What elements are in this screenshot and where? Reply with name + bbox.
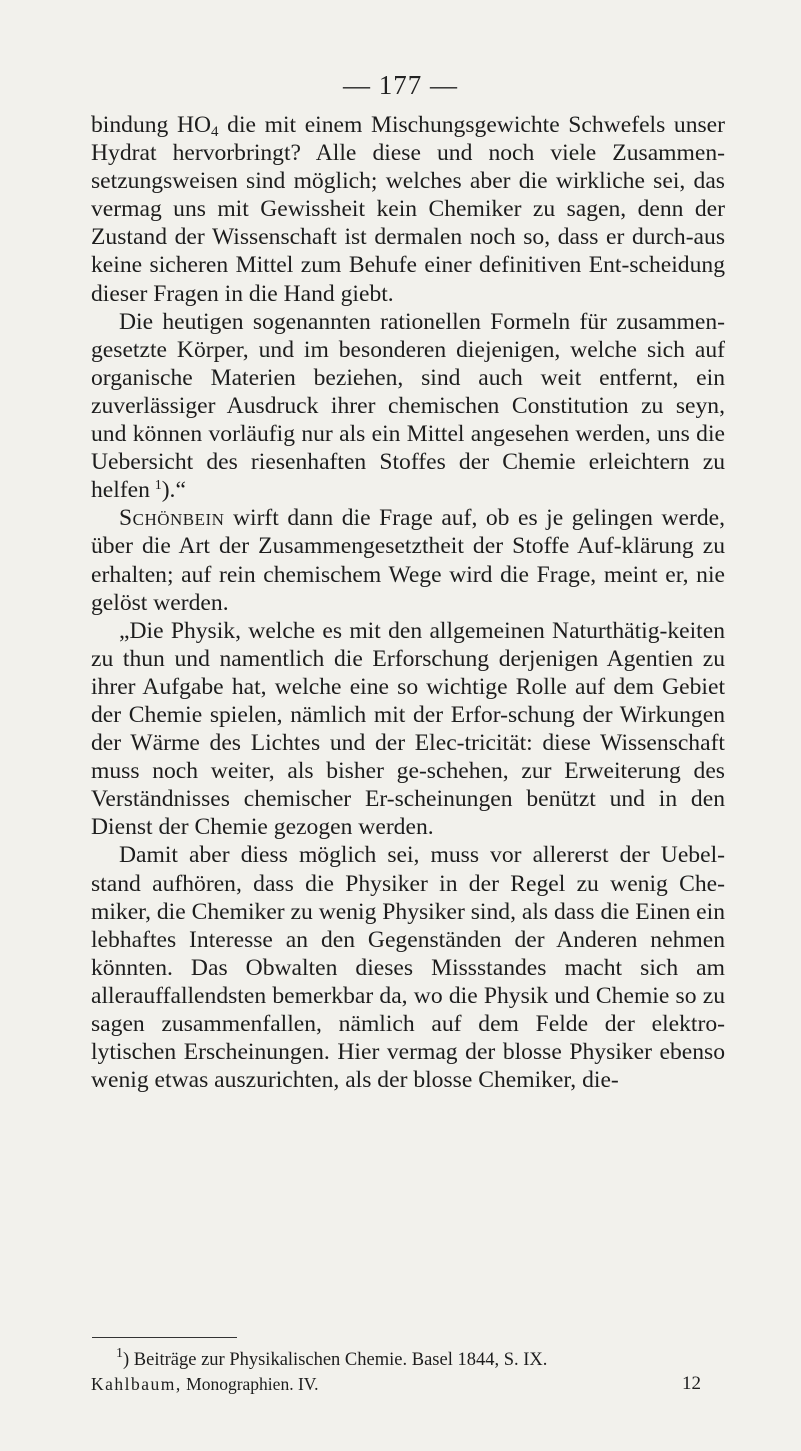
paragraph-2-text: Die heutigen sogenannten rationellen Formeln für zusammen-gesetzte Körper, und im besonderen diejenigen, welche sich auf organische Materien beziehen, sind auch weit entfernt, ein zuverlässiger Ausdruck ihrer chemischen Constitution zu seyn, und können vorläufig nur als ein Mittel angesehen werden, uns die Uebersicht des riesenhaften Stoffes der Chemie erleichtern zu helfen (91, 308, 725, 504)
footnote-text: ) Beiträge zur Physikalischen Chemie. Basel 1844, S. IX. (123, 1350, 548, 1370)
author-name-schoenbein: Schönbein (119, 505, 225, 532)
paragraph-2 (91, 308, 725, 505)
paragraph-5 (91, 841, 725, 1094)
footnote-mark: 1 (116, 1346, 123, 1361)
footnote-reference: 1 (154, 478, 162, 494)
footer-series: Monographien. IV. (181, 1374, 319, 1394)
paragraph-1-text-start: bindung HO (91, 112, 212, 138)
footer-author: Kahlbaum, (91, 1374, 182, 1394)
paragraph-2-close: ).“ (161, 477, 186, 504)
footer-publication (91, 1372, 319, 1396)
footnote-divider (92, 1337, 237, 1338)
footnote (116, 1348, 726, 1372)
paragraph-3 (91, 504, 725, 616)
paragraph-1-text-rest: die mit einem Mischungsgewichte Schwefels unser Hydrat hervorbringt? Alle diese und noch viele Zusammen-setzungsweisen sind möglich; welches aber die wirkliche sei, das vermag uns mit Gewissheit kein Chemiker zu sagen, denn der Zustand der Wissenschaft ist dermalen noch so, dass er durch-aus keine sicheren Mittel zum Behufe einer definitiven Ent-scheidung dieser Fragen in die Hand giebt. (91, 112, 725, 307)
paragraph-5-text: Damit aber diess möglich sei, muss vor allererst der Uebel-stand aufhören, dass die Physiker in der Regel zu wenig Che-miker, die Chemiker zu wenig Physiker sind, als dass die Einen ein lebhaftes Interesse an den Gegenständen der Anderen nehmen könnten. Das Obwalten dieses Missstandes macht sich am allerauffallendsten bemerkbar da, wo die Physik und Chemie so zu sagen zusammenfallen, nämlich auf dem Felde der elektro-lytischen Erscheinungen. Hier vermag der blosse Physiker ebenso wenig etwas auszurichten, als der blosse Chemiker, die- (91, 842, 725, 1094)
subscript-4: 4 (211, 124, 219, 140)
body-text (91, 111, 725, 1094)
paragraph-4 (91, 617, 725, 842)
paragraph-4-text: „Die Physik, welche es mit den allgemeinen Naturthätig-keiten zu thun und namentlich die Erforschung derjenigen Agentien zu ihrer Aufgabe hat, welche eine so wichtige Rolle auf dem Gebiet der Chemie spielen, nämlich mit der Erfor-schung der Wirkungen der Wärme des Lichtes und der Elec-tricität: diese Wissenschaft muss noch weiter, als bisher ge-schehen, zur Erweiterung des Verständnisses chemischer Er-scheinungen benützt und in den Dienst der Chemie gezogen werden. (91, 617, 725, 841)
sheet-signature: 12 (682, 1373, 701, 1394)
page-header (0, 70, 801, 101)
paragraph-1 (91, 111, 725, 308)
paragraph-3-text: wirft dann die Frage auf, ob es je gelingen werde, über die Art der Zusammengesetztheit der Stoffe Auf-klärung zu erhalten; auf rein chemischem Wege wird die Frage, meint er, nie gelöst werden. (91, 505, 725, 616)
page-number-line: — 177 — (343, 70, 458, 100)
page-footer (91, 1372, 725, 1396)
